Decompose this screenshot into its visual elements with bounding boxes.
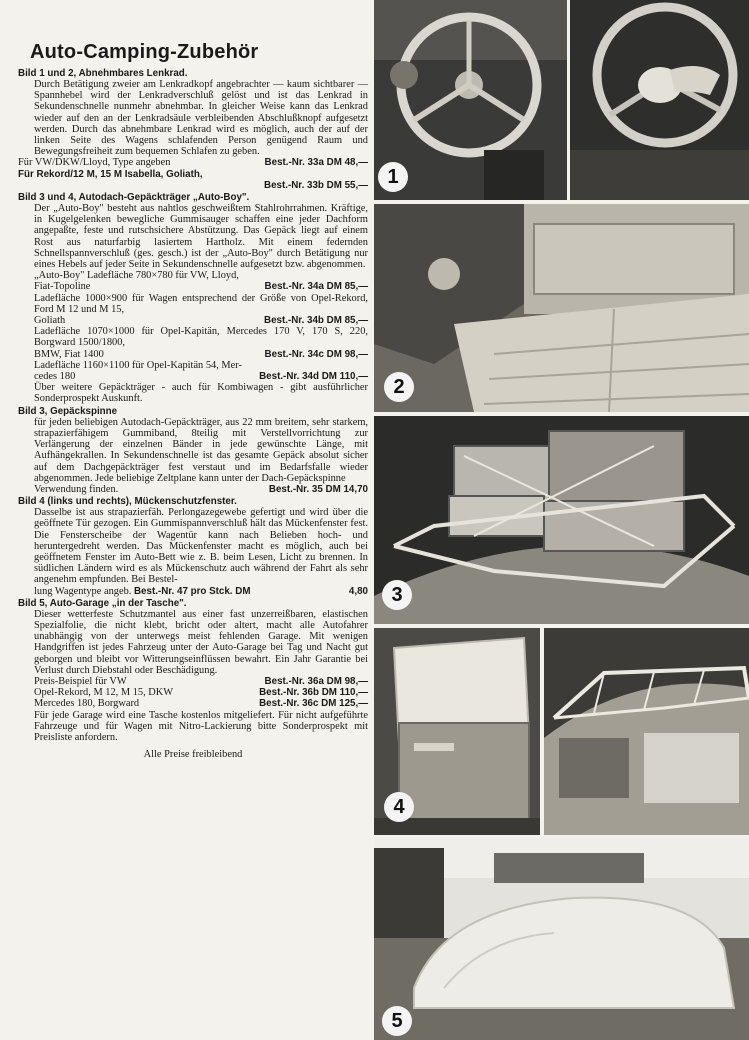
- price-line-label: Mercedes 180, Borgward: [34, 698, 140, 710]
- price-line-order: Best.-Nr. 47 pro Stck. DM: [133, 585, 251, 597]
- price-line: [18, 371, 368, 382]
- footer-note: Alle Preise freibleibend: [143, 749, 243, 761]
- photo-number-badge: 5: [382, 1006, 412, 1036]
- variant-text: Ladefläche 1000×900 für Wagen entsprechend der Größe von Opel-Rekord, Ford M 12 und M 15,: [34, 292, 368, 315]
- price-line-value: Best.-Nr. 34d DM 110,—: [259, 371, 368, 383]
- photo-mosquito-screen-door: [374, 628, 540, 835]
- photo-car-interior: [374, 204, 749, 412]
- photo-number-badge: 2: [384, 372, 414, 402]
- price-line: [18, 349, 368, 360]
- section-text-bild-5: Dieser wetterfeste Schutzmantel aus einer fast unzerreißbaren, elastischen Spezialfolie, die nicht klebt, bricht oder altert, macht alle Autofahrer unabhängig von der unterwegs meist fehlenden Garage. Mit wenigen Handgriffen ist jedes Fahrzeug unter der Auto-Garage bei Tag und Nacht gut geborgen und bleibt vor Witterungseinflüssen bewahrt. Ein Jahr Garantie bei Verlust durch Diebstahl oder Beschädigung.: [34, 608, 368, 676]
- price-line-value: Best.-Nr. 33b DM 55,—: [264, 179, 368, 191]
- page-title: Auto-Camping-Zubehör: [30, 41, 259, 63]
- price-line-value: Best.-Nr. 34b DM 85,—: [264, 315, 368, 327]
- section-note: Über weitere Gepäckträger - auch für Kombiwagen - gibt ausführlicher Sonderprospekt Auskunft.: [34, 382, 368, 405]
- variant-text: Ladefläche 1070×1000 für Opel-Kapitän, Mercedes 170 V, 170 S, 220, Borgward 1500/1800,: [34, 326, 368, 349]
- price-line-value: Best.-Nr. 33a DM 48,—: [264, 157, 368, 169]
- section-text-bild-1-2: Durch Betätigung zweier am Lenkradkopf angebrachter — kaum sichtbarer — Spannhebel wird der Lenkradverschluß gelöst und ist das Lenkrad in Sekundenschnelle nunmehr abnehmbar. In gleicher Weise kann das Lenkrad wieder auf den an der Lenkradsäule verbleibenden Abschlußknopf aufgesetzt werden. Durch das abnehmbare Lenkrad wird es möglich, auch der auf der linken Seite des Wagens schlafenden Person genügend Raum und Bewegungsfreiheit zum bequemen Schlafen zu geben.: [34, 79, 368, 158]
- section-text-bild-3-4: Der „Auto-Boy" besteht aus nahtlos geschweißtem Stahlrohrrahmen. Kräftige, in Kugelgelenken bewegliche Gummisauger schaffen eine jeder Dachform angepaßte, feste und rutschsichere Abstützung. Das Gepäck liegt auf einem Rost aus naturfarbig lasiertem Hartholz. Mit einem federnden Schnellspannverschluß (ges. gesch.) ist der „Auto-Boy" durch Betätigung nur eines Hebels auf jeder Seite in Sekundenschnelle aufgesetzt bzw. abgenommen.: [34, 203, 368, 271]
- price-line: [18, 315, 368, 326]
- price-line: [18, 484, 368, 495]
- price-line: [18, 687, 368, 698]
- section-text-bild-4: Dasselbe ist aus strapazierfäh. Perlongazegewebe gefertigt und wird über die geöffnete Tür gezogen. Ein Gummispannverschluß hält das Mückenfenster fest. Die Fensterscheibe der Wagentür kann nach Belieben hoch- und heruntergedreht werden. Das Mückenfenster macht es möglich, auch bei geöffnetem Fenster im Auto-Bett wie z. B. beim Lesen, Licht zu brennen. In südlichen Ländern wird es als Mückenschutz auch während der Fahrt als sehr angenehm empfunden. Bei Bestel-: [34, 507, 368, 586]
- variant-text: Ladefläche 1160×1100 für Opel-Kapitän 54, Mer-: [34, 359, 242, 371]
- photo-steering-wheel: [374, 0, 567, 200]
- price-line-value: Best.-Nr. 36b DM 110,—: [259, 687, 368, 699]
- price-line: [18, 676, 368, 687]
- variant-text: „Auto-Boy" Ladefläche 780×780 für VW, Lloyd,: [34, 270, 239, 282]
- price-line-value: Best.-Nr. 34a DM 85,—: [264, 281, 368, 293]
- price-line-label: Opel-Rekord, M 12, M 15, DKW: [34, 687, 174, 699]
- photo-number-badge: 3: [382, 580, 412, 610]
- photo-car-roof-rack: [544, 628, 749, 835]
- photo-roof-rack-luggage: [374, 416, 749, 624]
- section-heading-bild-5: Bild 5, Auto-Garage „in der Tasche".: [18, 597, 187, 609]
- price-line-label: Für VW/DKW/Lloyd, Type angeben: [18, 157, 171, 169]
- price-line-label: BMW, Fiat 1400: [34, 348, 104, 360]
- price-line: [18, 698, 368, 709]
- price-line-value: Best.-Nr. 36a DM 98,—: [264, 675, 368, 687]
- section-heading-bild-1-2: Bild 1 und 2, Abnehmbares Lenkrad.: [18, 68, 188, 79]
- section-heading-bild-4: Bild 4 (links und rechts), Mückenschutzfenster.: [18, 496, 237, 508]
- price-line-label: Goliath: [34, 315, 66, 327]
- price-line: [18, 281, 368, 292]
- price-line: [18, 157, 368, 168]
- section-text-bild-3: für jeden beliebigen Autodach-Gepäckträger, aus 22 mm breitem, sehr starkem, strapazierfähigem Gummiband, 8teilig mit Verstellvorrichtung zur Verlängerung der einzelnen Bänder in jede gewünschte Länge, mit Aufhängekrallen. In Sekundenschnelle ist das gesamte Gepäck absolut sicher auf dem Dachgepäckträger fest verstaut und im Bedarfsfalle wieder abgenommen. Jede beliebige Zeltplane kann unter der Dach-Gepäckspinne: [34, 416, 368, 484]
- section-heading-bild-3: Bild 3, Gepäckspinne: [18, 405, 118, 417]
- price-line-value: Best.-Nr. 35 DM 14,70: [268, 483, 368, 495]
- price-line: [18, 586, 368, 597]
- price-line-value: Best.-Nr. 36c DM 125,—: [259, 698, 368, 710]
- closing-note: Für jede Garage wird eine Tasche kostenlos mitgeliefert. Für nicht aufgeführte Fahrzeuge und für Wagen mit Nitro-Lackierung bitte Sonderprospekt mit Preisliste anfordern.: [34, 709, 368, 743]
- price-line-label: Für Rekord/12 M, 15 M Isabella, Goliath,: [18, 168, 203, 180]
- price-line-label: cedes 180: [34, 371, 76, 383]
- photo-car-garage-cover: [374, 838, 749, 1040]
- photo-steering-wheel-removal: [570, 0, 749, 200]
- photo-number-badge: 1: [378, 162, 408, 192]
- price-line-value: 4,80: [348, 585, 368, 597]
- text-column: [18, 40, 368, 760]
- price-line-label: Fiat-Topoline: [34, 281, 91, 293]
- price-line-label: Preis-Beispiel für VW: [34, 675, 127, 687]
- price-line-label: Verwendung finden.: [34, 483, 119, 495]
- section-heading-bild-3-4: Bild 3 und 4, Autodach-Gepäckträger „Auto-Boy".: [18, 192, 250, 204]
- price-line-label: lung Wagentype angeb.: [34, 585, 132, 597]
- price-line: [18, 180, 368, 191]
- price-line-value: Best.-Nr. 34c DM 98,—: [264, 348, 368, 360]
- photo-number-badge: 4: [384, 792, 414, 822]
